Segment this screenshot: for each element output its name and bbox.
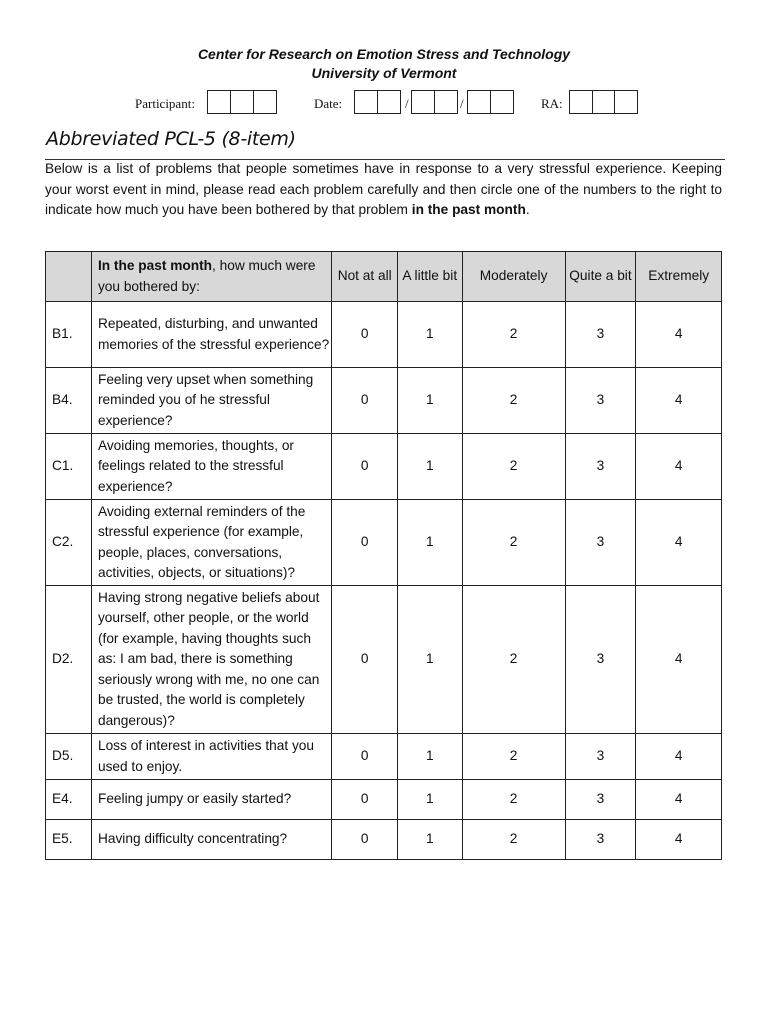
scale-option[interactable]: 1 (397, 586, 462, 734)
scale-option[interactable]: 2 (462, 734, 565, 780)
scale-option[interactable]: 1 (397, 734, 462, 780)
item-question: Feeling jumpy or easily started? (91, 780, 332, 820)
item-question: Loss of interest in activities that you used to enjoy. (91, 734, 332, 780)
item-question: Feeling very upset when something reminded you of he stressful experience? (91, 368, 332, 434)
item-question: Avoiding external reminders of the stressful experience (for example, people, places, conversations, activities, objects, or situations)? (91, 500, 332, 586)
item-code: B1. (46, 302, 92, 368)
scale-option[interactable]: 1 (397, 368, 462, 434)
date-day-boxes[interactable] (411, 90, 458, 114)
instructions-paragraph (45, 159, 722, 221)
instructions-end: . (525, 202, 530, 217)
scale-option[interactable]: 2 (462, 820, 565, 860)
table-row (46, 500, 722, 586)
table-row (46, 780, 722, 820)
column-header: A little bit (397, 252, 462, 302)
scale-option[interactable]: 3 (565, 434, 636, 500)
scale-option[interactable]: 1 (397, 820, 462, 860)
scale-option[interactable]: 0 (332, 780, 397, 820)
participant-label: Participant: (135, 96, 195, 111)
item-question: Avoiding memories, thoughts, or feelings related to the stressful experience? (91, 434, 332, 500)
scale-option[interactable]: 0 (332, 434, 397, 500)
table-header-row (46, 252, 722, 302)
ra-label: RA: (541, 96, 563, 111)
item-code: B4. (46, 368, 92, 434)
scale-option[interactable]: 1 (397, 434, 462, 500)
scale-option[interactable]: 0 (332, 586, 397, 734)
date-separator: / (460, 96, 464, 111)
item-code: E4. (46, 780, 92, 820)
instructions-emphasis: in the past month (411, 202, 526, 217)
scale-option[interactable]: 2 (462, 434, 565, 500)
scale-option[interactable]: 2 (462, 586, 565, 734)
date-label: Date: (314, 96, 343, 111)
question-header-rest: , how much were you bothered by: (97, 258, 316, 294)
scale-option[interactable]: 4 (636, 780, 722, 820)
code-header (46, 252, 92, 302)
ra-id-boxes[interactable] (569, 90, 638, 114)
item-code: D5. (46, 734, 92, 780)
scale-option[interactable]: 2 (462, 302, 565, 368)
question-header (91, 252, 332, 302)
item-question: Having difficulty concentrating? (91, 820, 332, 860)
item-question: Having strong negative beliefs about yourself, other people, or the world (for example, having thoughts such as: I am bad, there is something seriously wrong with me, no one can be trusted, the world is completely dangerous)? (91, 586, 332, 734)
column-header: Not at all (332, 252, 397, 302)
column-header: Extremely (636, 252, 722, 302)
table-row (46, 586, 722, 734)
scale-option[interactable]: 2 (462, 368, 565, 434)
item-code: C1. (46, 434, 92, 500)
form-title: Abbreviated PCL-5 (8-item) (46, 128, 296, 150)
table-row (46, 434, 722, 500)
university-name: University of Vermont (311, 65, 457, 81)
scale-option[interactable]: 1 (397, 302, 462, 368)
scale-option[interactable]: 3 (565, 780, 636, 820)
scale-option[interactable]: 0 (332, 820, 397, 860)
item-code: E5. (46, 820, 92, 860)
question-header-bold: In the past month (97, 258, 213, 273)
date-year-boxes[interactable] (467, 90, 514, 114)
scale-option[interactable]: 4 (636, 820, 722, 860)
table-row (46, 368, 722, 434)
scale-option[interactable]: 4 (636, 500, 722, 586)
id-fields-row (0, 90, 768, 116)
scale-option[interactable]: 0 (332, 500, 397, 586)
scale-option[interactable]: 1 (397, 500, 462, 586)
institution-name: Center for Research on Emotion Stress and Technology (197, 46, 571, 62)
scale-option[interactable]: 4 (636, 734, 722, 780)
table-row (46, 734, 722, 780)
scale-option[interactable]: 3 (565, 368, 636, 434)
scale-option[interactable]: 0 (332, 302, 397, 368)
item-question: Repeated, disturbing, and unwanted memories of the stressful experience? (91, 302, 332, 368)
pcl5-table (45, 251, 722, 860)
scale-option[interactable]: 3 (565, 302, 636, 368)
scale-option[interactable]: 0 (332, 734, 397, 780)
date-separator: / (405, 96, 409, 111)
scale-option[interactable]: 3 (565, 820, 636, 860)
date-month-boxes[interactable] (354, 90, 401, 114)
scale-option[interactable]: 2 (462, 780, 565, 820)
scale-option[interactable]: 2 (462, 500, 565, 586)
column-header: Quite a bit (565, 252, 636, 302)
item-code: C2. (46, 500, 92, 586)
scale-option[interactable]: 3 (565, 734, 636, 780)
scale-option[interactable]: 4 (636, 302, 722, 368)
scale-option[interactable]: 3 (565, 586, 636, 734)
column-header: Moderately (462, 252, 565, 302)
table-row (46, 302, 722, 368)
instructions-text: Below is a list of problems that people sometimes have in response to a very stressful experience. Keeping your worst event in mind, please read each problem carefully and then circle one of the numbers to the right to indicate how much you have been bothered by that problem (45, 161, 722, 217)
participant-id-boxes[interactable] (207, 90, 277, 114)
item-code: D2. (46, 586, 92, 734)
scale-option[interactable]: 3 (565, 500, 636, 586)
table-row (46, 820, 722, 860)
scale-option[interactable]: 1 (397, 780, 462, 820)
scale-option[interactable]: 4 (636, 368, 722, 434)
scale-option[interactable]: 0 (332, 368, 397, 434)
scale-option[interactable]: 4 (636, 586, 722, 734)
scale-option[interactable]: 4 (636, 434, 722, 500)
